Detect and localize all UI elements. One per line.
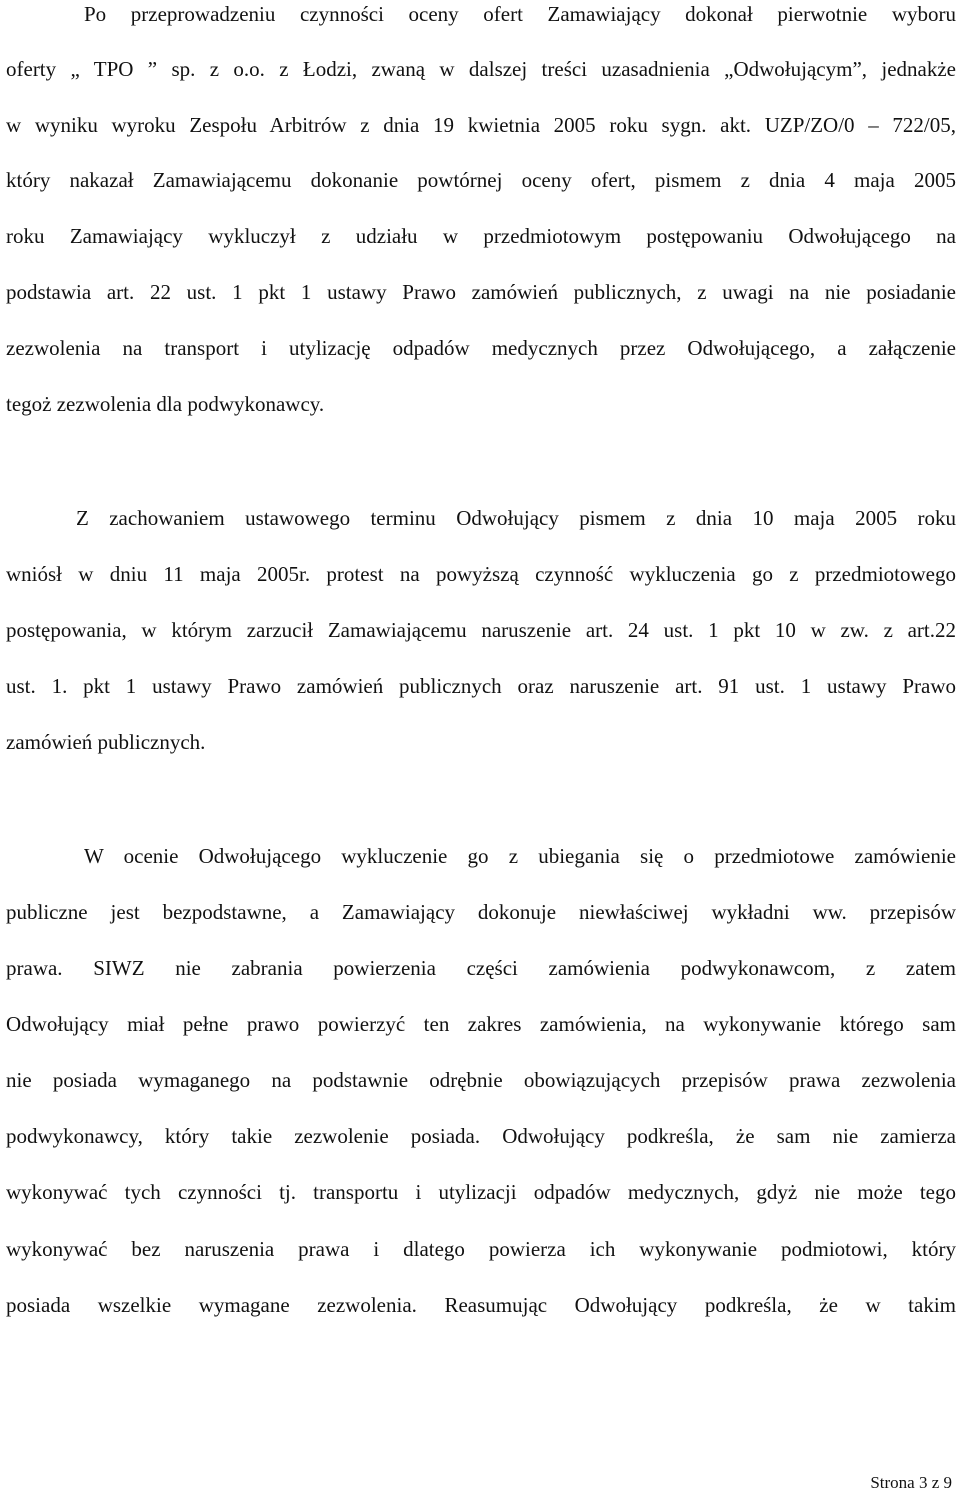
text-line: nie posiada wymaganego na podstawnie odrębnie obowiązujących przepisów prawa zezwolenia (6, 1068, 956, 1092)
text-line: wykonywać bez naruszenia prawa i dlatego powierza ich wykonywanie podmiotowi, który (6, 1237, 956, 1261)
text-line: prawa. SIWZ nie zabrania powierzenia części zamówienia podwykonawcom, z zatem (6, 956, 956, 980)
text-line: ust. 1. pkt 1 ustawy Prawo zamówień publicznych oraz naruszenie art. 91 ust. 1 ustawy Prawo (6, 674, 956, 698)
text-line: który nakazał Zamawiającemu dokonanie powtórnej oceny ofert, pismem z dnia 4 maja 2005 (6, 168, 956, 192)
text-line: oferty „ TPO ” sp. z o.o. z Łodzi, zwaną w dalszej treści uzasadnienia „Odwołującym”, jednakże (6, 57, 956, 81)
text-line: publiczne jest bezpodstawne, a Zamawiający dokonuje niewłaściwej wykładni ww. przepisów (6, 900, 956, 924)
text-line: Odwołujący miał pełne prawo powierzyć ten zakres zamówienia, na wykonywanie którego sam (6, 1012, 956, 1036)
text-line: tegoż zezwolenia dla podwykonawcy. (6, 392, 325, 416)
text-line: roku Zamawiający wykluczył z udziału w przedmiotowym postępowaniu Odwołującego na (6, 224, 956, 248)
text-line: podstawia art. 22 ust. 1 pkt 1 ustawy Prawo zamówień publicznych, z uwagi na nie posiadanie (6, 280, 956, 304)
text-line: Po przeprowadzeniu czynności oceny ofert Zamawiający dokonał pierwotnie wyboru (84, 2, 956, 26)
text-line: zamówień publicznych. (6, 730, 206, 754)
text-line: W ocenie Odwołującego wykluczenie go z ubiegania się o przedmiotowe zamówienie (84, 844, 956, 868)
text-line: w wyniku wyroku Zespołu Arbitrów z dnia 19 kwietnia 2005 roku sygn. akt. UZP/ZO/0 – 722/05, (6, 113, 956, 137)
text-line: zezwolenia na transport i utylizację odpadów medycznych przez Odwołującego, a załączenie (6, 336, 956, 360)
text-line: wniósł w dniu 11 maja 2005r. protest na powyższą czynność wykluczenia go z przedmiotowego (6, 562, 956, 586)
text-line: wykonywać tych czynności tj. transportu i utylizacji odpadów medycznych, gdyż nie może tego (6, 1180, 956, 1204)
text-line: Z zachowaniem ustawowego terminu Odwołujący pismem z dnia 10 maja 2005 roku (76, 506, 956, 530)
text-line: podwykonawcy, który takie zezwolenie posiada. Odwołujący podkreśla, że sam nie zamierza (6, 1124, 956, 1148)
text-line: postępowania, w którym zarzucił Zamawiającemu naruszenie art. 24 ust. 1 pkt 10 w zw. z art.22 (6, 618, 956, 642)
page-number: Strona 3 z 9 (870, 1473, 952, 1492)
text-line: posiada wszelkie wymagane zezwolenia. Reasumując Odwołujący podkreśla, że w takim (6, 1293, 956, 1317)
